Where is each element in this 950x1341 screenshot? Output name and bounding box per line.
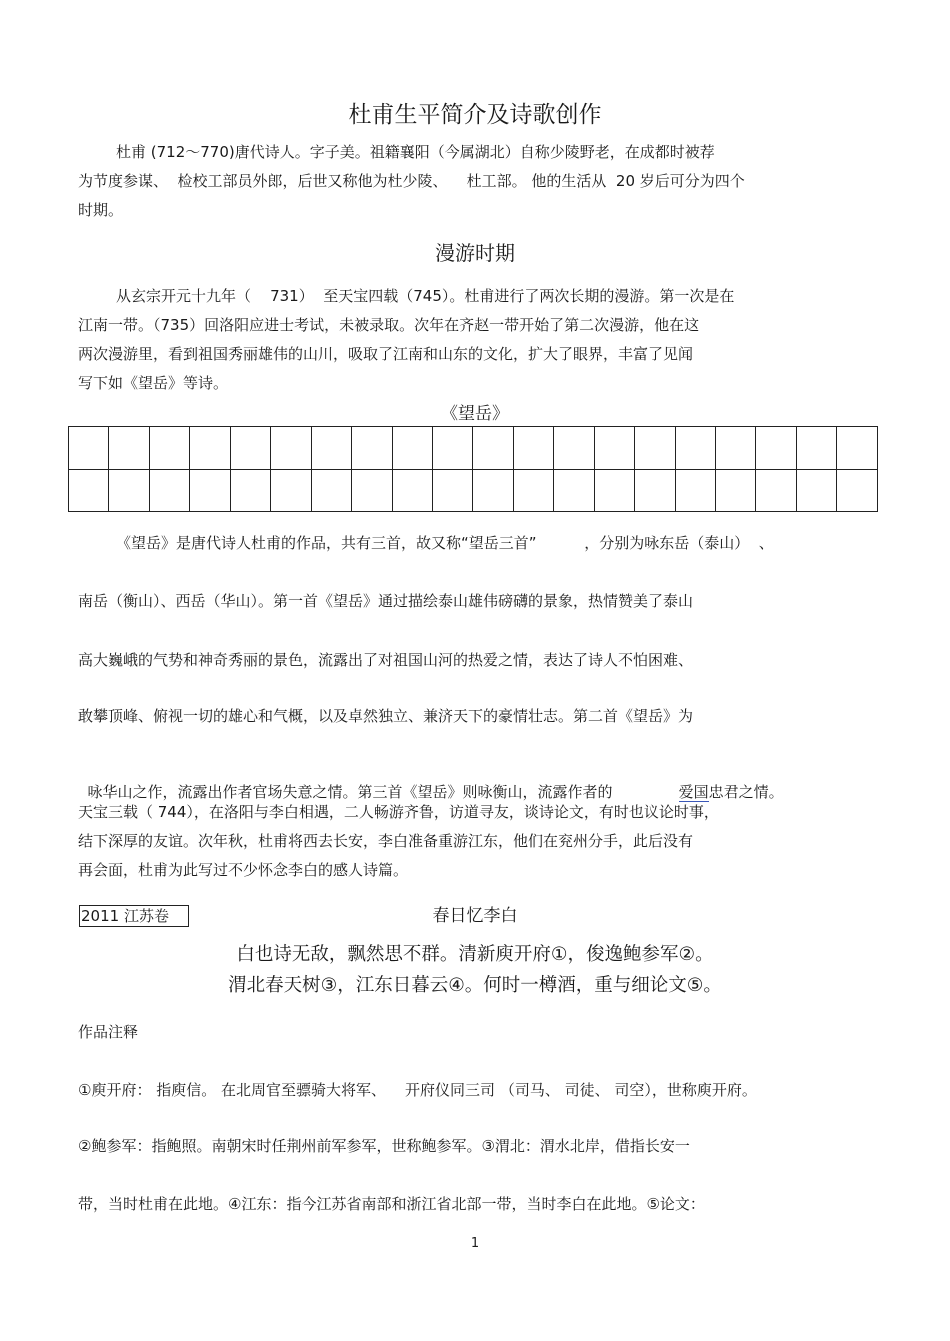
grid-cell <box>230 469 270 512</box>
wangyue-heading: 《望岳》 <box>441 404 509 424</box>
grid-cell <box>392 427 432 470</box>
page-number: 1 <box>470 1236 480 1251</box>
grid-cell <box>837 427 878 470</box>
section-heading-wandering: 漫游时期 <box>435 241 515 265</box>
poem-line-1: 白也诗无敌，飘然思不群。清新庾开府①，俊逸鲍参军②。 <box>236 944 714 965</box>
grid-cell <box>190 469 230 512</box>
note-line-2: ②鲍参军：指鲍照。南朝宋时任荆州前军参军，世称鲍参军。③渭北：渭水北岸，借指长安一 <box>78 1137 690 1155</box>
grid-cell <box>837 469 878 512</box>
grid-cell <box>271 469 311 512</box>
grid-cell <box>635 469 675 512</box>
grid-cell <box>311 427 351 470</box>
grid-cell <box>796 469 836 512</box>
intro-line-3: 时期。 <box>78 201 124 219</box>
grid-cell <box>513 469 553 512</box>
note-line-1: ①庾开府： 指庾信。 在北周官至骠骑大将军、 开府仪同三司 （司马、 司徒、 司空），世称庾开府。 <box>78 1081 757 1099</box>
grid-cell <box>149 427 189 470</box>
page-title: 杜甫生平简介及诗歌创作 <box>348 102 602 128</box>
grid-cell <box>554 469 594 512</box>
wandering-line-3: 两次漫游里，看到祖国秀丽雄伟的山川，吸取了江南和山东的文化，扩大了眼界，丰富了见闻 <box>78 345 694 363</box>
poem-line-2: 渭北春天树③，江东日暮云④。何时一樽酒，重与细论文⑤。 <box>228 975 722 996</box>
grid-cell <box>149 469 189 512</box>
grid-cell <box>432 427 472 470</box>
poem-title: 春日忆李白 <box>432 906 518 926</box>
grid-cell <box>109 469 149 512</box>
grid-cell <box>311 469 351 512</box>
wangyue-desc-line-5 <box>78 762 784 802</box>
grid-row <box>69 469 878 512</box>
grid-cell <box>473 469 513 512</box>
grid-cell <box>109 427 149 470</box>
grid-cell <box>675 469 715 512</box>
wandering-line-4: 写下如《望岳》等诗。 <box>78 374 229 392</box>
grid-cell <box>513 427 553 470</box>
grid-cell <box>716 427 756 470</box>
tianbao-line-3: 再会面，杜甫为此写过不少怀念李白的感人诗篇。 <box>78 861 409 879</box>
grid-cell <box>635 427 675 470</box>
wangyue-desc-line-3: 高大巍峨的气势和神奇秀丽的景色，流露出了对祖国山河的热爱之情，表达了诗人不怕困难、 <box>78 651 694 669</box>
grid-cell <box>716 469 756 512</box>
grid-cell <box>554 427 594 470</box>
intro-line-1: 杜甫 (712～770)唐代诗人。字子美。祖籍襄阳（今属湖北）自称少陵野老，在成都时被荐 <box>116 143 715 161</box>
writing-grid <box>68 426 878 512</box>
grid-cell <box>69 427 109 470</box>
tianbao-line-2: 结下深厚的友谊。次年秋，杜甫将西去长安，李白准备重游江东，他们在兖州分手，此后没有 <box>78 832 694 850</box>
grid-cell <box>352 427 392 470</box>
grid-cell <box>796 427 836 470</box>
intro-line-2: 为节度参谋、 检校工部员外郎，后世又称他为杜少陵、 杜工部。 他的生活从 20 岁后可分为四个 <box>78 172 745 190</box>
grid-row <box>69 427 878 470</box>
patriotic-underlined-text: 爱国 <box>678 783 709 801</box>
grid-cell <box>392 469 432 512</box>
grid-cell <box>594 469 634 512</box>
grid-cell <box>432 469 472 512</box>
grid-cell <box>473 427 513 470</box>
wangyue-desc-line-1: 《望岳》是唐代诗人杜甫的作品，共有三首，故又称“望岳三首” ，分别为咏东岳（泰山） 、 <box>116 534 774 552</box>
grid-cell <box>594 427 634 470</box>
wangyue-desc-ending: 忠君之情。 <box>708 783 784 801</box>
grid-cell <box>69 469 109 512</box>
notes-heading: 作品注释 <box>78 1023 139 1041</box>
note-line-3: 带，当时杜甫在此地。④江东：指今江苏省南部和浙江省北部一带，当时李白在此地。⑤论文： <box>78 1195 705 1213</box>
grid-cell <box>352 469 392 512</box>
tianbao-line-1: 天宝三载（ 744），在洛阳与李白相遇，二人畅游齐鲁，访道寻友，谈诗论文，有时也议论时事， <box>78 803 719 821</box>
grid-cell <box>271 427 311 470</box>
exam-source-tag: 2011 江苏卷 <box>79 905 189 927</box>
wandering-line-1: 从玄宗开元十九年（ 731） 至天宝四载（745）。杜甫进行了两次长期的漫游。第一次是在 <box>116 287 735 305</box>
grid-cell <box>230 427 270 470</box>
grid-cell <box>190 427 230 470</box>
grid-cell <box>756 427 796 470</box>
grid-cell <box>675 427 715 470</box>
grid-cell <box>756 469 796 512</box>
wangyue-desc-text: 咏华山之作，流露出作者官场失意之情。第三首《望岳》则咏衡山，流露作者的 <box>87 783 613 801</box>
wandering-line-2: 江南一带。（735）回洛阳应进士考试，未被录取。次年在齐赵一带开始了第二次漫游，他在这 <box>78 316 700 334</box>
wangyue-desc-line-4: 敢攀顶峰、俯视一切的雄心和气概，以及卓然独立、兼济天下的豪情壮志。第二首《望岳》为 <box>78 707 694 725</box>
wangyue-desc-line-2: 南岳（衡山）、西岳（华山）。第一首《望岳》通过描绘泰山雄伟磅礴的景象，热情赞美了泰山 <box>78 592 694 610</box>
